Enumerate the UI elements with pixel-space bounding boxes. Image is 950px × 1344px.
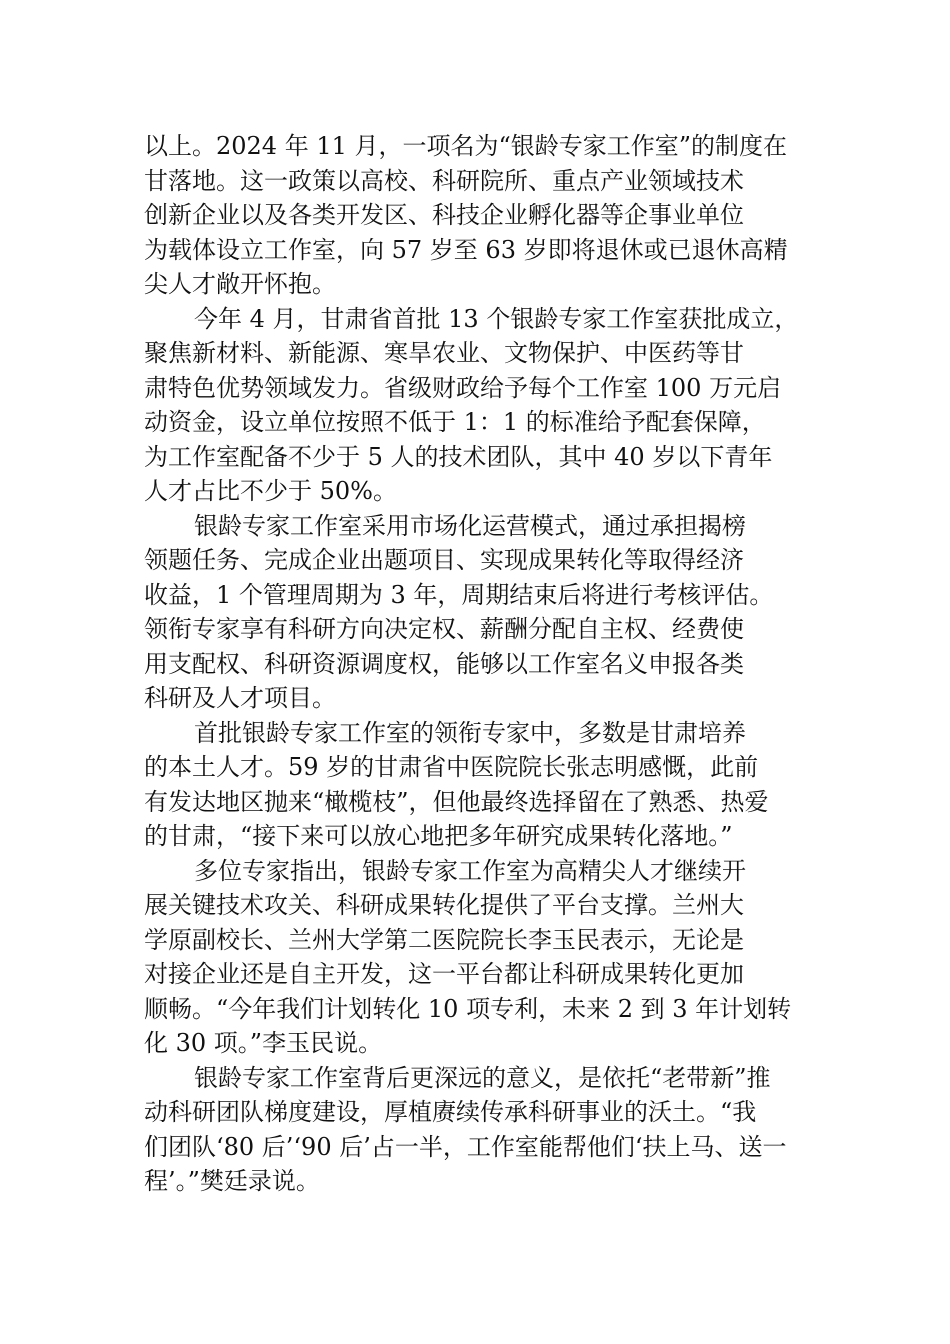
text-line: 收益，1 个管理周期为 3 年，周期结束后将进行考核评估。 bbox=[144, 580, 774, 609]
text-line: 聚焦新材料、新能源、寒旱农业、文物保护、中医药等甘 bbox=[144, 339, 744, 367]
text-line: 动科研团队梯度建设，厚植赓续传承科研事业的沃土。“我 bbox=[144, 1098, 757, 1126]
text-line: 领衔专家享有科研方向决定权、薪酬分配自主权、经费使 bbox=[144, 615, 744, 643]
paragraph-6 bbox=[144, 1061, 808, 1199]
text-line: 的本土人才。59 岁的甘肃省中医院院长张志明感慨，此前 bbox=[144, 753, 759, 781]
paragraph-2 bbox=[144, 302, 808, 509]
text-line: 为工作室配备不少于 5 人的技术团队，其中 40 岁以下青年 bbox=[144, 442, 773, 471]
text-line: 展关键技术攻关、科研成果转化提供了平台支撑。兰州大 bbox=[144, 891, 744, 919]
text-line: 动资金，设立单位按照不低于 1：1 的标准给予配套保障， bbox=[144, 408, 766, 436]
text-line: 尖人才敞开怀抱。 bbox=[144, 270, 336, 298]
article-body bbox=[144, 129, 808, 1199]
text-line: 领题任务、完成企业出题项目、实现成果转化等取得经济 bbox=[144, 546, 744, 574]
text-line: 对接企业还是自主开发，这一平台都让科研成果转化更加 bbox=[144, 960, 744, 988]
text-line: 学原副校长、兰州大学第二医院院长李玉民表示，无论是 bbox=[144, 925, 744, 954]
paragraph-5 bbox=[144, 854, 808, 1061]
text-line: 顺畅。“今年我们计划转化 10 项专利，未来 2 到 3 年计划转 bbox=[144, 994, 792, 1023]
text-line: 今年 4 月，甘肃省首批 13 个银龄专家工作室获批成立， bbox=[194, 304, 799, 333]
text-line: 多位专家指出，银龄专家工作室为高精尖人才继续开 bbox=[194, 856, 746, 885]
text-line: 银龄专家工作室采用市场化运营模式，通过承担揭榜 bbox=[194, 511, 746, 540]
text-line: 程’。”樊廷录说。 bbox=[144, 1167, 320, 1195]
paragraph-4 bbox=[144, 716, 808, 854]
text-line: 银龄专家工作室背后更深远的意义，是依托“老带新”推 bbox=[194, 1063, 771, 1092]
text-line: 化 30 项。”李玉民说。 bbox=[144, 1029, 383, 1057]
text-line: 们团队‘80 后’‘90 后’占一半，工作室能帮他们‘扶上马、送一 bbox=[144, 1132, 787, 1161]
text-line: 为载体设立工作室，向 57 岁至 63 岁即将退休或已退休高精 bbox=[144, 235, 788, 264]
text-line: 首批银龄专家工作室的领衔专家中，多数是甘肃培养 bbox=[194, 718, 746, 747]
text-line: 甘落地。这一政策以高校、科研院所、重点产业领域技术 bbox=[144, 166, 744, 195]
text-line: 创新企业以及各类开发区、科技企业孵化器等企事业单位 bbox=[144, 201, 744, 229]
text-line: 科研及人才项目。 bbox=[144, 684, 336, 712]
text-line: 的甘肃，“接下来可以放心地把多年研究成果转化落地。” bbox=[144, 822, 733, 850]
text-line: 肃特色优势领域发力。省级财政给予每个工作室 100 万元启 bbox=[144, 373, 782, 402]
text-line: 用支配权、科研资源调度权，能够以工作室名义申报各类 bbox=[144, 649, 744, 678]
text-line: 有发达地区抛来“橄榄枝”，但他最终选择留在了熟悉、热爱 bbox=[144, 787, 769, 816]
paragraph-3 bbox=[144, 509, 808, 716]
text-line: 以上。2024 年 11 月，一项名为“银龄专家工作室”的制度在 bbox=[144, 132, 788, 160]
text-line: 人才占比不少于 50%。 bbox=[144, 477, 397, 505]
paragraph-1 bbox=[144, 129, 808, 302]
